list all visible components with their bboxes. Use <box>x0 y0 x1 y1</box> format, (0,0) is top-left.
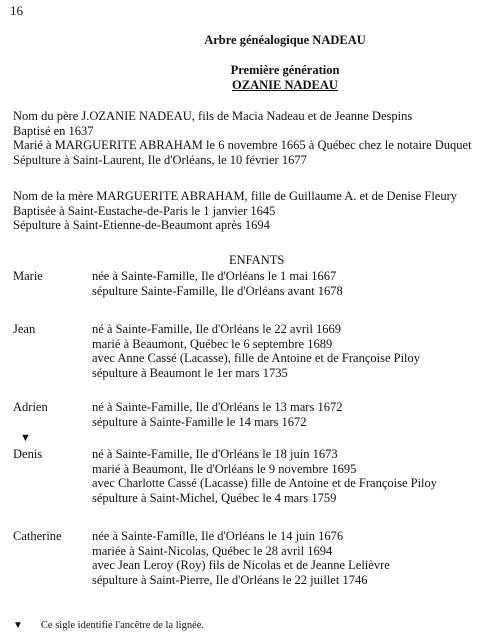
ancestor-marker-icon: ▼ <box>20 432 31 444</box>
footnote <box>13 620 204 631</box>
child-detail-line: marié à Beaumont, Québec le 6 septembre 1689 <box>92 336 333 351</box>
child-details <box>92 400 342 429</box>
child-name: Denis <box>13 447 43 461</box>
page-number: 16 <box>10 3 23 18</box>
footnote-text: Ce sigle identifie l'ancêtre de la lignée. <box>40 620 205 631</box>
child-details <box>92 322 420 380</box>
child-detail-line: sépulture à Saint-Pierre, Ile d'Orléans le 22 juillet 1746 <box>92 572 368 587</box>
child-details <box>92 269 343 298</box>
child-name: Catherine <box>13 529 62 543</box>
couple-name-heading: OZANIE NADEAU <box>232 78 338 92</box>
child-name: Marie <box>13 269 43 283</box>
children-heading: ENFANTS <box>229 253 285 267</box>
father-line: Sépulture à Saint-Laurent, Ile d'Orléans, le 10 février 1677 <box>13 152 307 167</box>
child-detail-line: mariée à Saint-Nicolas, Québec le 28 avril 1694 <box>92 543 333 558</box>
mother-line: Nom de la mère MARGUERITE ABRAHAM, fille de Guillaume A. et de Denise Fleury <box>13 189 458 203</box>
father-line: Nom du père J.OZANIE NADEAU, fils de Macia Nadeau et de Jeanne Despins <box>13 109 413 123</box>
child-details <box>92 529 390 587</box>
father-section <box>13 109 472 167</box>
child-detail-line: né à Sainte-Famille, Ile d'Orléans le 18 juin 1673 <box>92 447 338 461</box>
generation-heading: Première génération <box>230 63 340 77</box>
ancestor-marker-icon: ▼ <box>13 620 23 631</box>
child-name: Jean <box>13 322 36 336</box>
child-detail-line: avec Anne Cassé (Lacasse), fille de Antoine et de Françoise Piloy <box>92 351 421 365</box>
child-detail-line: sépulture Sainte-Famille, Ile d'Orléans avant 1678 <box>92 283 343 298</box>
child-detail-line: née à Sainte-Famille, Ile d'Orléans le 14 juin 1676 <box>92 529 344 543</box>
child-detail-line: sépulture à Sainte-Famille le 14 mars 1672 <box>92 414 307 429</box>
child-detail-line: né à Sainte-Famille, Ile d'Orléans le 22 avril 1669 <box>92 322 342 336</box>
mother-line: Baptisée à Saint-Eustache-de-Paris le 1 janvier 1645 <box>13 203 276 218</box>
child-detail-line: née à Sainte-Famille, Ile d'Orléans le 1 mai 1667 <box>92 269 337 283</box>
father-line: Baptisé en 1637 <box>13 123 94 138</box>
mother-line: Sépulture à Saint-Etienne-de-Beaumont après 1694 <box>13 218 270 232</box>
child-details <box>92 447 437 505</box>
child-detail-line: avec Jean Leroy (Roy) fils de Nicolas et de Jeanne Lelièvre <box>92 558 390 572</box>
child-detail-line: né à Sainte-Famille, Ile d'Orléans le 13 mars 1672 <box>92 400 343 414</box>
child-detail-line: sépulture à Beaumont le 1er mars 1735 <box>92 365 288 380</box>
child-name: Adrien <box>13 400 48 414</box>
child-detail-line: marié à Beaumont, Ile d'Orléans le 9 novembre 1695 <box>92 461 357 476</box>
document-title: Arbre généalogique NADEAU <box>204 33 366 47</box>
child-detail-line: avec Charlotte Cassé (Lacasse) fille de Antoine et de Françoise Piloy <box>92 476 438 490</box>
father-line: Marié à MARGUERITE ABRAHAM le 6 novembre 1665 à Québec chez le notaire Duquet <box>13 138 472 152</box>
mother-section <box>13 189 457 233</box>
child-detail-line: sépulture à Saint-Michel, Québec le 4 mars 1759 <box>92 490 337 505</box>
